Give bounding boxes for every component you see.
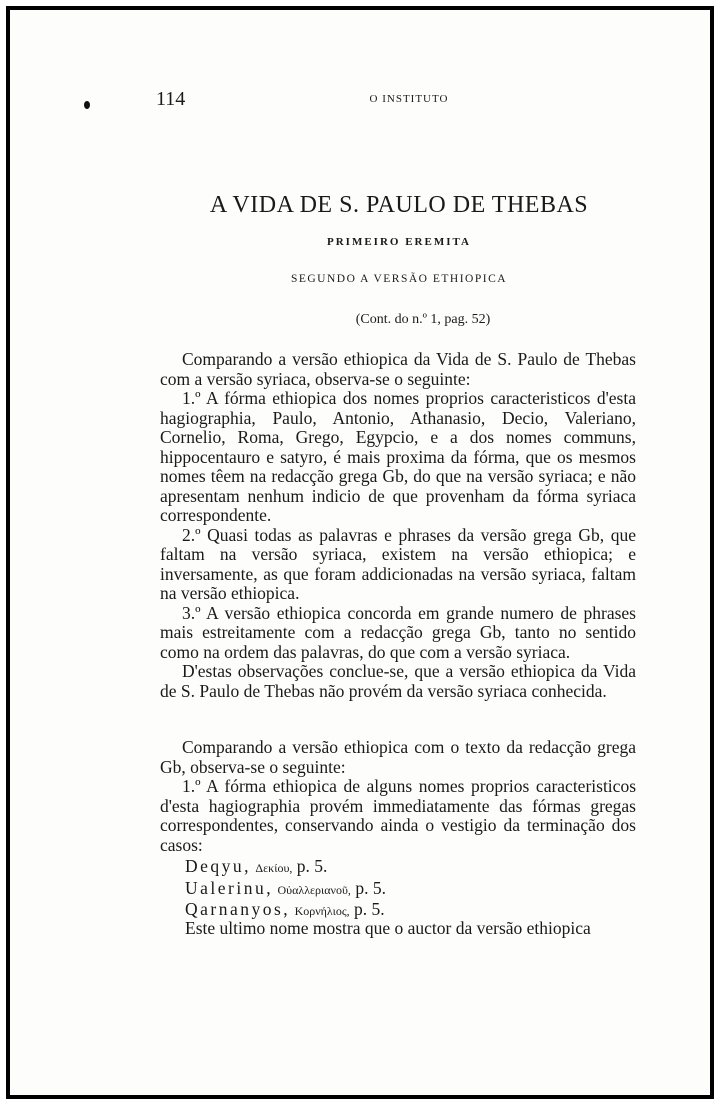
page-number: 114 — [156, 88, 186, 110]
article-subtitle-version: SEGUNDO A VERSÃO ETHIOPICA — [290, 273, 508, 285]
page-ref: p. 5. — [353, 899, 385, 919]
section2-intro: Comparando a versão ethiopica com o texto da redacção grega Gb, observa-se o seguinte: — [160, 737, 636, 777]
page-ref: p. 5. — [355, 877, 386, 898]
name-form-row — [185, 857, 386, 879]
section1-intro: Comparando a versão ethiopica da Vida de S. Paulo de Thebas com a versão syriaca, observa-se o seguinte: — [160, 349, 636, 389]
running-header — [156, 86, 642, 114]
greek-form: Κορνήλιος, — [294, 904, 350, 918]
last-line: Este ultimo nome mostra que o auctor da versão ethiopica — [185, 918, 591, 938]
ink-speck — [84, 101, 90, 109]
running-title: O INSTITUTO — [369, 93, 449, 105]
continuation-note: (Cont. do n.º 1, pag. 52) — [355, 312, 491, 327]
page-ref: p. 5. — [296, 856, 328, 876]
ethiopic-form: Deqyu, — [185, 856, 252, 876]
section1-point-3: 3.º A versão ethiopica concorda em grande numero de phrases mais estreitamente com a redacção grega Gb, tanto no sentido como na ordem das palavras, do que com a versão syriaca. — [160, 602, 636, 662]
ethiopic-form: Ualerinu, — [185, 877, 274, 898]
greek-form: Δεκίου, — [255, 861, 293, 875]
section-1 — [160, 350, 636, 701]
article-title: A VIDA DE S. PAULO DE THEBAS — [209, 192, 589, 218]
section1-conclusion: D'estas observações conclue-se, que a versão ethiopica da Vida de S. Paulo de Thebas não provém da versão syriaca conhecida. — [160, 661, 636, 701]
ethiopic-form: Qarnanyos, — [185, 899, 291, 919]
section-2 — [160, 738, 636, 855]
section2-point-1: 1.º A fórma ethiopica de alguns nomes proprios caracteristicos d'esta hagiographia provém immediatamente das fórmas gregas correspondentes, conservando ainda o vestigio da terminação dos casos: — [160, 776, 636, 855]
name-form-row — [185, 879, 386, 901]
section1-point-1: 1.º A fórma ethiopica dos nomes proprios caracteristicos d'esta hagiographia, Paulo, Antonio, Athanasio, Decio, Valeriano, Cornelio, Roma, Grego, Egypcio, e a dos nomes communs, hippocentauro e satyro, é mais proxima da fórma, que os mesmos nomes têem na redacção grega Gb, do que na versão syriaca; e não apresentam nenhum indicio de que provenham da fórma syriaca correspondente. — [160, 388, 636, 525]
name-forms-list — [185, 857, 386, 922]
greek-form: Οὐαλλεριανοῦ, — [277, 882, 351, 897]
article-subtitle: PRIMEIRO EREMITA — [327, 236, 471, 248]
section1-point-2: 2.º Quasi todas as palavras e phrases da versão grega Gb, que faltam na versão syriaca, existem na versão ethiopica; e inversamente, as que foram addicionadas na versão syriaca, faltam na versão ethiopica. — [160, 524, 636, 603]
